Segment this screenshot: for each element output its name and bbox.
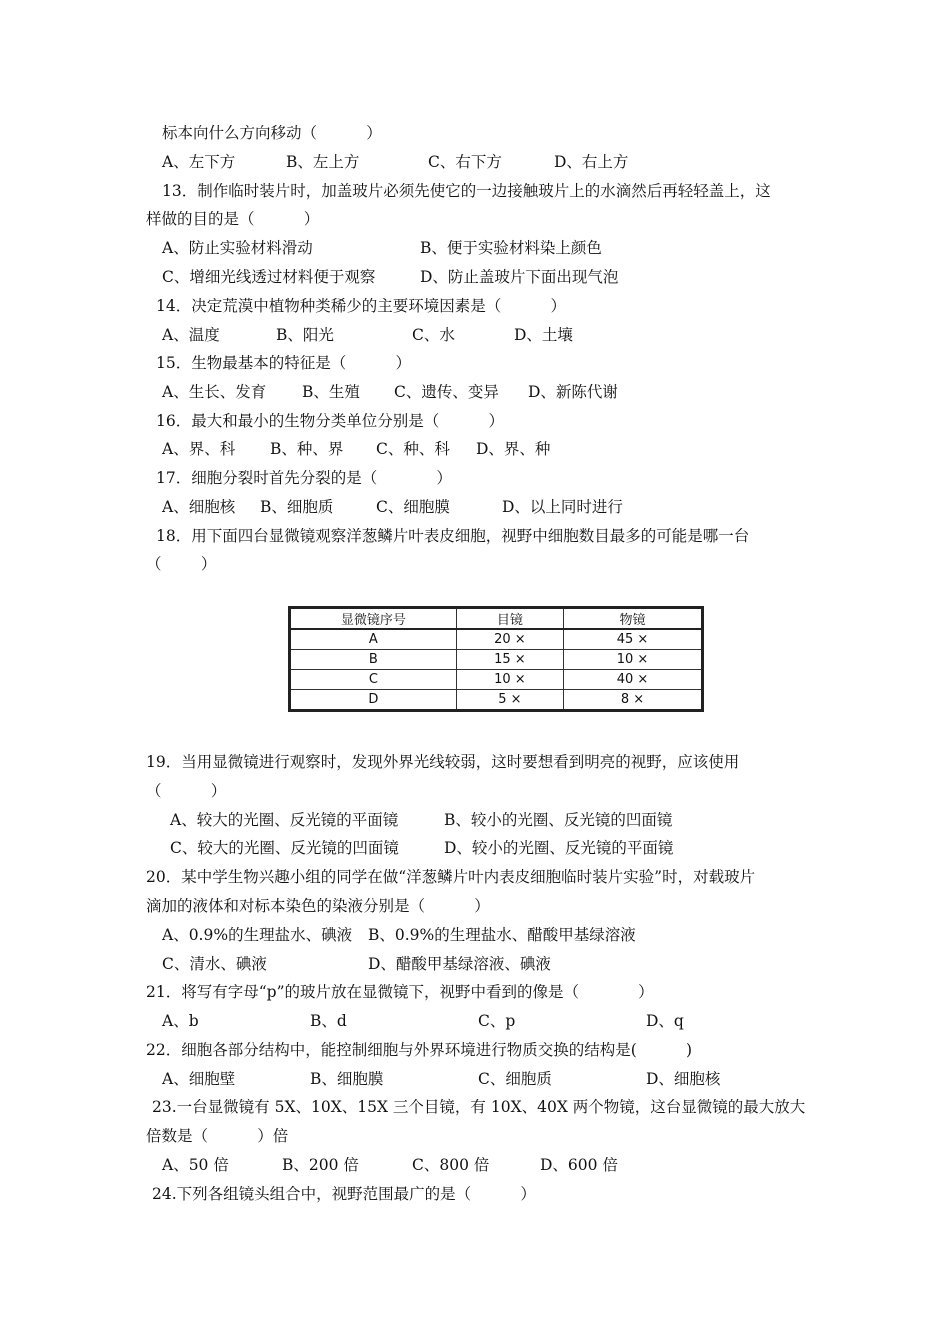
option-d: D、醋酸甲基绿溶液、碘液 bbox=[368, 955, 551, 973]
q19-line2: （ ） bbox=[146, 782, 227, 800]
option-c: C、较大的光圈、反光镜的凹面镜 bbox=[170, 839, 399, 857]
cell-id: A bbox=[290, 629, 457, 650]
q12-tail: 标本向什么方向移动（ ） bbox=[162, 124, 382, 142]
option-c: C、遗传、变异 bbox=[394, 383, 499, 401]
option-c: C、800 倍 bbox=[412, 1156, 490, 1174]
option-a: A、较大的光圈、反光镜的平面镜 bbox=[170, 811, 399, 829]
cell-objective: 40 × bbox=[563, 670, 702, 690]
option-c: C、右下方 bbox=[428, 153, 502, 171]
cell-eyepiece: 15 × bbox=[456, 650, 563, 670]
option-a: A、左下方 bbox=[162, 153, 236, 171]
option-b: B、种、界 bbox=[270, 440, 344, 458]
option-d: D、防止盖玻片下面出现气泡 bbox=[420, 268, 619, 286]
cell-id: D bbox=[290, 690, 457, 711]
option-b: B、左上方 bbox=[286, 153, 360, 171]
q15-question: 15．生物最基本的特征是（ ） bbox=[156, 354, 411, 372]
option-d: D、新陈代谢 bbox=[528, 383, 618, 401]
cell-objective: 8 × bbox=[563, 690, 702, 711]
table-row bbox=[290, 629, 703, 650]
q21-question: 21．将写有字母“p”的玻片放在显微镜下，视野中看到的像是（ ） bbox=[146, 983, 654, 1001]
option-a: A、细胞核 bbox=[162, 498, 236, 516]
option-b: B、生殖 bbox=[302, 383, 360, 401]
option-c: C、细胞质 bbox=[478, 1070, 552, 1088]
option-a: A、细胞壁 bbox=[162, 1070, 236, 1088]
option-d: D、600 倍 bbox=[540, 1156, 618, 1174]
option-b: B、0.9%的生理盐水、醋酸甲基绿溶液 bbox=[368, 926, 636, 944]
option-c: C、p bbox=[478, 1012, 516, 1030]
option-a: A、界、科 bbox=[162, 440, 236, 458]
microscope-table bbox=[288, 606, 704, 712]
table-row bbox=[290, 670, 703, 690]
table-row bbox=[290, 690, 703, 711]
option-d: D、较小的光圈、反光镜的平面镜 bbox=[444, 839, 674, 857]
q23-line1: 23.一台显微镜有 5X、10X、15X 三个目镜，有 10X、40X 两个物镜，这台显微镜的最大放大 bbox=[152, 1098, 806, 1116]
cell-objective: 45 × bbox=[563, 629, 702, 650]
option-b: B、d bbox=[310, 1012, 347, 1030]
table-row bbox=[290, 650, 703, 670]
option-a: A、温度 bbox=[162, 326, 220, 344]
header-objective: 物镜 bbox=[563, 608, 702, 630]
option-d: D、界、种 bbox=[476, 440, 551, 458]
option-b: B、200 倍 bbox=[282, 1156, 359, 1174]
option-a: A、0.9%的生理盐水、碘液 bbox=[162, 926, 353, 944]
q23-line2: 倍数是（ ）倍 bbox=[146, 1127, 289, 1145]
option-a: A、b bbox=[162, 1012, 199, 1030]
option-d: D、以上同时进行 bbox=[502, 498, 623, 516]
option-a: A、50 倍 bbox=[162, 1156, 229, 1174]
q22-question: 22．细胞各部分结构中，能控制细胞与外界环境进行物质交换的结构是( ) bbox=[146, 1041, 693, 1059]
cell-id: C bbox=[290, 670, 457, 690]
table-header-row bbox=[290, 608, 703, 630]
q17-question: 17．细胞分裂时首先分裂的是（ ） bbox=[156, 469, 452, 487]
option-c: C、水 bbox=[412, 326, 455, 344]
q20-line1: 20．某中学生物兴趣小组的同学在做“洋葱鳞片叶内表皮细胞临时装片实验”时，对载玻片 bbox=[146, 868, 756, 886]
q16-question: 16．最大和最小的生物分类单位分别是（ ） bbox=[156, 412, 504, 430]
option-c: C、增细光线透过材料便于观察 bbox=[162, 268, 376, 286]
cell-eyepiece: 10 × bbox=[456, 670, 563, 690]
option-d: D、q bbox=[646, 1012, 684, 1030]
option-b: B、细胞质 bbox=[260, 498, 334, 516]
cell-objective: 10 × bbox=[563, 650, 702, 670]
option-a: A、防止实验材料滑动 bbox=[162, 239, 313, 257]
option-c: C、种、科 bbox=[376, 440, 450, 458]
q18-line2: （ ） bbox=[146, 555, 217, 573]
q18-line1: 18．用下面四台显微镜观察洋葱鳞片叶表皮细胞，视野中细胞数目最多的可能是哪一台 bbox=[156, 527, 750, 545]
option-b: B、较小的光圈、反光镜的凹面镜 bbox=[444, 811, 673, 829]
q24-question: 24.下列各组镜头组合中，视野范围最广的是（ ） bbox=[152, 1185, 536, 1203]
cell-eyepiece: 5 × bbox=[456, 690, 563, 711]
q13-line1: 13．制作临时装片时，加盖玻片必须先使它的一边接触玻片上的水滴然后再轻轻盖上，这 bbox=[162, 182, 771, 200]
header-microscope-no: 显微镜序号 bbox=[290, 608, 457, 630]
option-a: A、生长、发育 bbox=[162, 383, 267, 401]
header-eyepiece: 目镜 bbox=[456, 608, 563, 630]
option-b: B、便于实验材料染上颜色 bbox=[420, 239, 602, 257]
q13-line2: 样做的目的是（ ） bbox=[146, 210, 320, 228]
cell-eyepiece: 20 × bbox=[456, 629, 563, 650]
q19-line1: 19．当用显微镜进行观察时，发现外界光线较弱，这时要想看到明亮的视野，应该使用 bbox=[146, 753, 740, 771]
option-c: C、清水、碘液 bbox=[162, 955, 267, 973]
option-d: D、右上方 bbox=[554, 153, 629, 171]
q20-line2: 滴加的液体和对标本染色的染液分别是（ ） bbox=[146, 897, 490, 915]
option-b: B、细胞膜 bbox=[310, 1070, 384, 1088]
option-c: C、细胞膜 bbox=[376, 498, 450, 516]
option-b: B、阳光 bbox=[276, 326, 334, 344]
option-d: D、土壤 bbox=[514, 326, 573, 344]
option-d: D、细胞核 bbox=[646, 1070, 721, 1088]
cell-id: B bbox=[290, 650, 457, 670]
q14-question: 14．决定荒漠中植物种类稀少的主要环境因素是（ ） bbox=[156, 297, 566, 315]
